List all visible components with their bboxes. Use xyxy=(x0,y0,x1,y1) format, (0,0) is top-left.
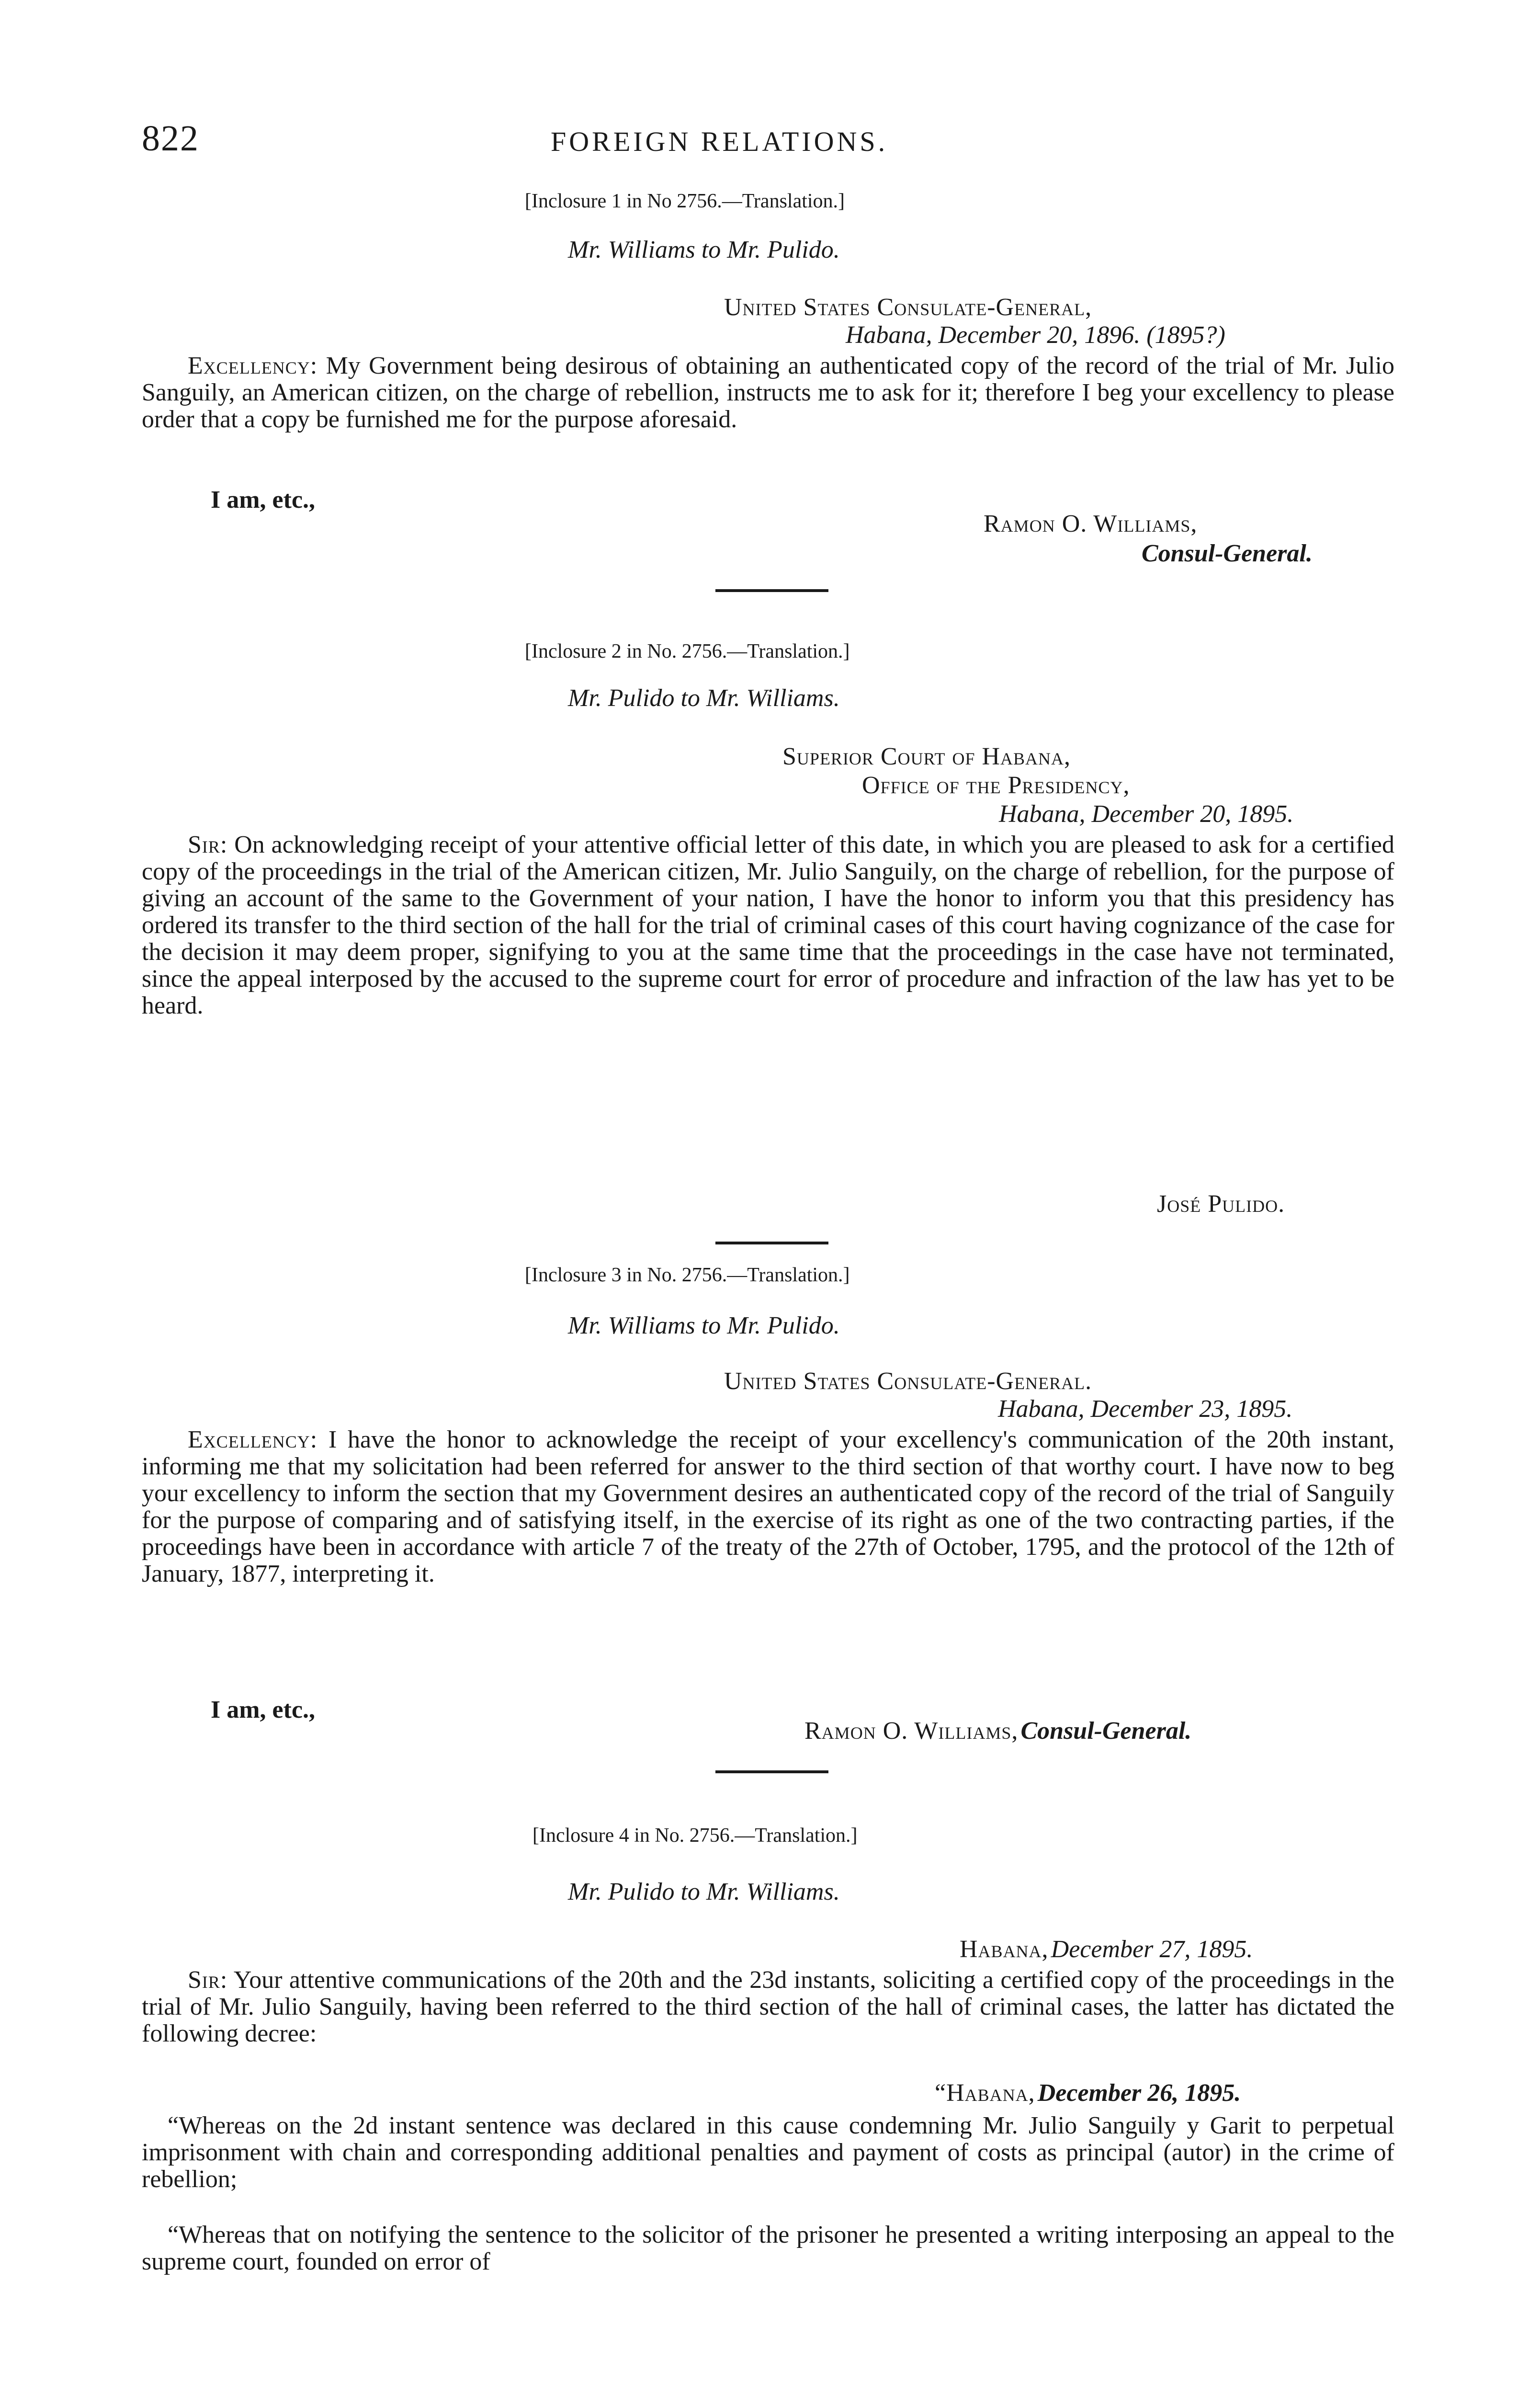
inclosure-3-signature-title: Consul-General. xyxy=(1020,1717,1192,1745)
inclosure-2-address-2: Office of the Presidency, xyxy=(862,772,1130,799)
inclosure-1-signature: Ramon O. Williams, xyxy=(984,510,1198,537)
inclosure-4-heading: [Inclosure 4 in No. 2756.—Translation.] xyxy=(532,1825,858,1847)
inclosure-1-signature-title: Consul-General. xyxy=(1142,540,1313,567)
inclosure-2-salutation: Sir: xyxy=(188,831,228,858)
inclosure-4-route: Mr. Pulido to Mr. Williams. xyxy=(568,1878,840,1905)
inclosure-4-date: December 27, 1895. xyxy=(1051,1936,1253,1963)
page-number: 822 xyxy=(142,118,199,159)
decree-paragraph-1: “Whereas on the 2d instant sentence was declared in this cause condemning Mr. Julio Sanguily y Garit to perpetual imprisonment with chain and corresponding additional penalties and payment of costs as principal (autor) in the crime of rebellion; xyxy=(142,2112,1394,2193)
inclosure-3-signature-line xyxy=(804,1717,1191,1745)
inclosure-1-body xyxy=(142,353,1394,433)
inclosure-4-salutation: Sir: xyxy=(188,1966,228,1994)
inclosure-1-salutation: Excellency: xyxy=(188,352,318,379)
section-divider xyxy=(715,589,828,592)
inclosure-4-date-line xyxy=(960,1935,1253,1963)
inclosure-2-route: Mr. Pulido to Mr. Williams. xyxy=(568,684,840,712)
inclosure-3-body xyxy=(142,1426,1394,1587)
inclosure-2-date: Habana, December 20, 1895. xyxy=(999,800,1294,828)
inclosure-3-date: Habana, December 23, 1895. xyxy=(998,1395,1293,1423)
inclosure-1-date: Habana, December 20, 1896. (1895?) xyxy=(846,321,1225,349)
section-divider xyxy=(715,1242,828,1244)
inclosure-3-closing: I am, etc., xyxy=(211,1696,316,1723)
inclosure-4-body-text: Your attentive communications of the 20th and the 23d instants, soliciting a certified copy of the proceedings in the trial of Mr. Julio Sanguily, having been referred to the third section of the hall of criminal cases, the latter has dictated the following decree: xyxy=(142,1966,1395,2047)
running-title: FOREIGN RELATIONS. xyxy=(551,126,888,157)
inclosure-3-route: Mr. Williams to Mr. Pulido. xyxy=(568,1312,840,1339)
inclosure-2-heading: [Inclosure 2 in No. 2756.—Translation.] xyxy=(525,640,850,662)
decree-date-place: “Habana, xyxy=(935,2079,1035,2107)
inclosure-1-address: United States Consulate-General, xyxy=(724,294,1092,321)
inclosure-3-heading: [Inclosure 3 in No. 2756.—Translation.] xyxy=(525,1264,850,1286)
inclosure-2-body-text: On acknowledging receipt of your attentive official letter of this date, in which you are pleased to ask for a certified copy of the proceedings in the trial of the American citizen, Mr. Julio Sanguily, on the charge of rebellion, for the purpose of giving an account of the same to the Government of your nation, I have the honor to inform you that this presidency has ordered its transfer to the third section of the hall for the trial of criminal cases of this court having cognizance of the case for the decision it may deem proper, signifying to you at the same time that the proceedings in the case have not terminated, since the appeal interposed by the accused to the supreme court for error of procedure and infraction of the law has yet to be heard. xyxy=(142,831,1395,1019)
inclosure-1-route: Mr. Williams to Mr. Pulido. xyxy=(568,236,840,263)
section-divider xyxy=(715,1770,828,1773)
inclosure-1-heading: [Inclosure 1 in No 2756.—Translation.] xyxy=(525,190,845,212)
inclosure-1-closing: I am, etc., xyxy=(211,486,316,513)
inclosure-2-signature: José Pulido. xyxy=(1157,1190,1285,1218)
decree-date: December 26, 1895. xyxy=(1037,2079,1241,2107)
decree-date-line xyxy=(935,2079,1241,2107)
inclosure-2-address-1: Superior Court of Habana, xyxy=(782,743,1071,770)
inclosure-1-body-text: My Government being desirous of obtaining an authenticated copy of the record of the trial of Mr. Julio Sanguily, an American citizen, on the charge of rebellion, instructs me to ask for it; therefore I beg your excellency to please order that a copy be furnished me for the purpose aforesaid. xyxy=(142,352,1394,433)
inclosure-4-date-place: Habana, xyxy=(960,1936,1049,1963)
inclosure-4-body xyxy=(142,1967,1394,2047)
decree-paragraph-2: “Whereas that on notifying the sentence to the solicitor of the prisoner he presented a writing interposing an appeal to the supreme court, founded on error of xyxy=(142,2221,1394,2275)
inclosure-3-salutation: Excellency: xyxy=(188,1426,318,1453)
inclosure-3-signature: Ramon O. Williams, xyxy=(804,1717,1019,1745)
inclosure-3-address: United States Consulate-General. xyxy=(724,1368,1092,1395)
inclosure-2-body xyxy=(142,832,1394,1019)
inclosure-3-body-text: I have the honor to acknowledge the receipt of your excellency's communication of the 20th instant, informing me that my solicitation had been referred for answer to the third section of that worthy court. I have now to beg your excellency to inform the section that my Government desires an authenticated copy of the record of the trial of Sanguily for the purpose of comparing and of satisfying itself, in the exercise of its right as one of the two contracting parties, if the proceedings have been in accordance with article 7 of the treaty of the 27th of October, 1795, and the protocol of the 12th of January, 1877, interpreting it. xyxy=(142,1426,1395,1587)
